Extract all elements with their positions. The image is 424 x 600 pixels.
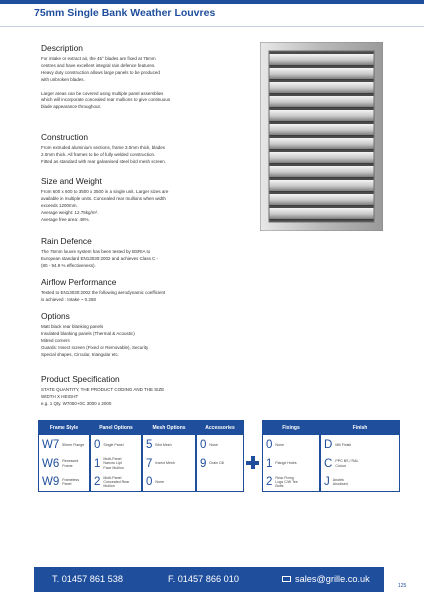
mesh-options-item — [143, 455, 195, 473]
text-line: exceeds 1200mm. — [41, 202, 78, 208]
text-line: with unbroken blades. — [41, 76, 85, 82]
mesh-options-column — [142, 435, 196, 492]
fixings-item — [263, 473, 319, 491]
code-label: PPC BS / RAL Colour — [335, 459, 359, 468]
options-section — [41, 311, 148, 359]
fixings-column — [262, 435, 320, 492]
footer-email[interactable] — [282, 574, 370, 584]
airflow-heading: Airflow Performance — [41, 277, 117, 287]
code-label: None — [155, 479, 164, 484]
code-label: Mill Finish — [335, 442, 352, 447]
description-section — [41, 43, 170, 111]
fixings-header: Fixings — [262, 420, 320, 435]
accessories-column — [196, 435, 244, 492]
code-label: Multi-Panel Narrow Lipt Face Mullion — [103, 457, 124, 470]
text-line: Larger areas can be covered using multiple panel assemblies — [41, 90, 164, 96]
fixings-item — [263, 455, 319, 473]
description-text — [41, 56, 170, 111]
construction-text — [41, 145, 166, 166]
text-line: STATE QUANTITY, THE PRODUCT CODING AND THE SIZE — [41, 387, 165, 392]
text-line: European standard EN13030:2002 and achieves Class C - — [41, 255, 159, 261]
contact-footer — [34, 567, 384, 592]
panel-options-item — [91, 455, 141, 473]
accessories-item — [197, 436, 243, 454]
product-coding-table — [38, 420, 400, 492]
code-value: 0 — [146, 476, 153, 488]
code-label: Single Panel — [103, 442, 124, 447]
louvre-blade — [269, 180, 374, 191]
code-label: Rear Fixing Lugs C/W Tee Bolts — [275, 475, 298, 489]
code-label: Recessed Frame — [62, 459, 79, 468]
text-line: Guards: Insect screen (Fixed or Removable), Security — [41, 344, 149, 350]
code-value: W7 — [42, 439, 60, 451]
spec-heading: Product Specification — [41, 374, 120, 384]
louvre-blade — [269, 110, 374, 121]
code-value: J — [324, 476, 330, 488]
text-line: Mitred corners — [41, 337, 70, 343]
louvre-blade — [269, 124, 374, 135]
frame-style-item — [39, 455, 89, 473]
mesh-options-item — [143, 473, 195, 491]
page-number: 125 — [398, 583, 407, 589]
options-heading: Options — [41, 311, 70, 321]
accessories-item — [197, 455, 243, 473]
code-label: Bird Mesh — [155, 442, 172, 447]
code-value: 1 — [266, 457, 273, 470]
construction-heading: Construction — [41, 132, 89, 142]
text-line: From 600 x 600 to 3500 x 3500 in a single unit. Larger sizes are — [41, 189, 169, 194]
title-divider — [0, 26, 424, 27]
plus-icon — [246, 456, 259, 469]
rain-defence-heading: Rain Defence — [41, 236, 92, 246]
text-line: blade appearance throughout. — [41, 104, 102, 110]
louvre-blade — [269, 54, 374, 65]
text-line: WIDTH X HEIGHT — [41, 393, 79, 399]
code-value: D — [324, 439, 333, 451]
construction-section — [41, 132, 166, 166]
airflow-section — [41, 277, 165, 304]
code-label: Drain Cill — [209, 461, 224, 466]
code-label: Multi-Panel Concealed Rear Mullion — [103, 475, 130, 489]
code-label: None — [275, 442, 284, 447]
code-label: Flange Holes — [275, 461, 297, 466]
panel-options-item — [91, 473, 141, 491]
louvre-blade — [269, 96, 374, 107]
text-line: Average free area: 48%. — [41, 216, 90, 222]
footer-email-text[interactable]: sales@grille.co.uk — [295, 574, 370, 584]
finish-item — [321, 473, 399, 491]
code-value: 0 — [266, 439, 273, 451]
text-line: For intake or extract air, the 45° blades are fixed at 75mm — [41, 56, 156, 61]
louvre-blade — [269, 138, 374, 149]
footer-telephone: T. 01457 861 538 — [52, 574, 124, 584]
code-value: 5 — [146, 439, 153, 451]
text-line: Heavy duty construction allows large panels to be produced — [41, 69, 160, 75]
spec-text — [41, 387, 164, 408]
fixings-item — [263, 436, 319, 454]
panel-options-item — [91, 436, 141, 454]
code-label: Anotek Anodised — [332, 477, 348, 486]
text-line: Insulated blanking panels (Thermal & Acoustic) — [41, 330, 135, 336]
text-line: Special shapes, Circular, triangular etc. — [41, 351, 120, 357]
finish-item — [321, 455, 399, 473]
panel-options-column — [90, 435, 142, 492]
code-label: Frameless Panel — [62, 477, 80, 486]
size-weight-heading: Size and Weight — [41, 176, 102, 186]
code-value: W9 — [42, 476, 60, 488]
text-line: The 75mm louvre system has been tested by BSRIA to — [41, 249, 151, 254]
louvre-blade — [269, 208, 374, 219]
mesh-options-item — [143, 436, 195, 454]
code-label: 50mm Flange — [62, 442, 85, 447]
rain-defence-text — [41, 249, 158, 270]
description-heading: Description — [41, 43, 83, 53]
code-label: Insect Mesh — [155, 461, 175, 466]
code-value: 0 — [200, 439, 207, 451]
page-title: 75mm Single Bank Weather Louvres — [34, 7, 216, 19]
code-label: None — [209, 442, 218, 447]
frame-style-item — [39, 473, 89, 491]
frame-style-column — [38, 435, 90, 492]
code-value: 0 — [94, 439, 101, 451]
louvre-blade — [269, 194, 374, 205]
text-line: available in multiple units. Concealed rear mullions when width — [41, 195, 166, 201]
code-value: C — [324, 457, 333, 470]
envelope-icon — [282, 576, 291, 582]
options-text — [41, 324, 148, 359]
text-line: Matt black rear blanking panels — [41, 324, 104, 329]
text-line: Average weight: 12.75kg/m². — [41, 209, 99, 215]
footer-fax: F. 01457 866 010 — [168, 574, 240, 584]
louvre-product-image — [260, 42, 383, 231]
text-line: centres and have excellent integral rain defence features. — [41, 62, 156, 68]
code-value: 9 — [200, 457, 207, 470]
text-line: From extruded aluminium sections, frame 3.0mm thick, blades — [41, 145, 166, 150]
airflow-text — [41, 290, 165, 304]
frame-style-item — [39, 436, 89, 454]
mesh-options-header: Mesh Options — [142, 420, 196, 435]
text-line: (80 - 94.9 % effectiveness). — [41, 262, 96, 268]
accessories-header: Accessories — [196, 420, 244, 435]
text-line: which will incorporate concealed rear mullions to give continuous — [41, 97, 171, 103]
finish-header: Finish — [320, 420, 400, 435]
louvre-blade — [269, 166, 374, 177]
panel-options-header: Panel Options — [90, 420, 142, 435]
code-value: W6 — [42, 457, 60, 470]
finish-column — [320, 435, 400, 492]
code-value: 2 — [266, 476, 273, 488]
code-value: 2 — [94, 476, 101, 488]
text-line: 2.0mm thick. All frames to be of fully welded construction. — [41, 151, 156, 157]
louvre-blade — [269, 152, 374, 163]
code-value: 1 — [94, 457, 101, 470]
louvre-blade — [269, 82, 374, 93]
spec-section — [41, 374, 164, 408]
text-line: Tested to EN13030:2002 the following aerodynamic coefficient — [41, 290, 166, 295]
text-line: Fitted as standard with rear galvanised steel bird mesh screen. — [41, 158, 167, 164]
code-value: 7 — [146, 457, 153, 470]
rain-defence-section — [41, 236, 158, 270]
top-accent-bar — [0, 0, 424, 4]
louvre-blade — [269, 68, 374, 79]
size-weight-text — [41, 189, 168, 224]
text-line: e.g. 1 Qty. W7050+0C 3000 x 2000 — [41, 400, 112, 406]
size-weight-section — [41, 176, 168, 224]
frame-style-header: Frame Style — [38, 420, 90, 435]
finish-item — [321, 436, 399, 454]
text-line: is achieved : Intake ~ 0.258 — [41, 296, 96, 302]
